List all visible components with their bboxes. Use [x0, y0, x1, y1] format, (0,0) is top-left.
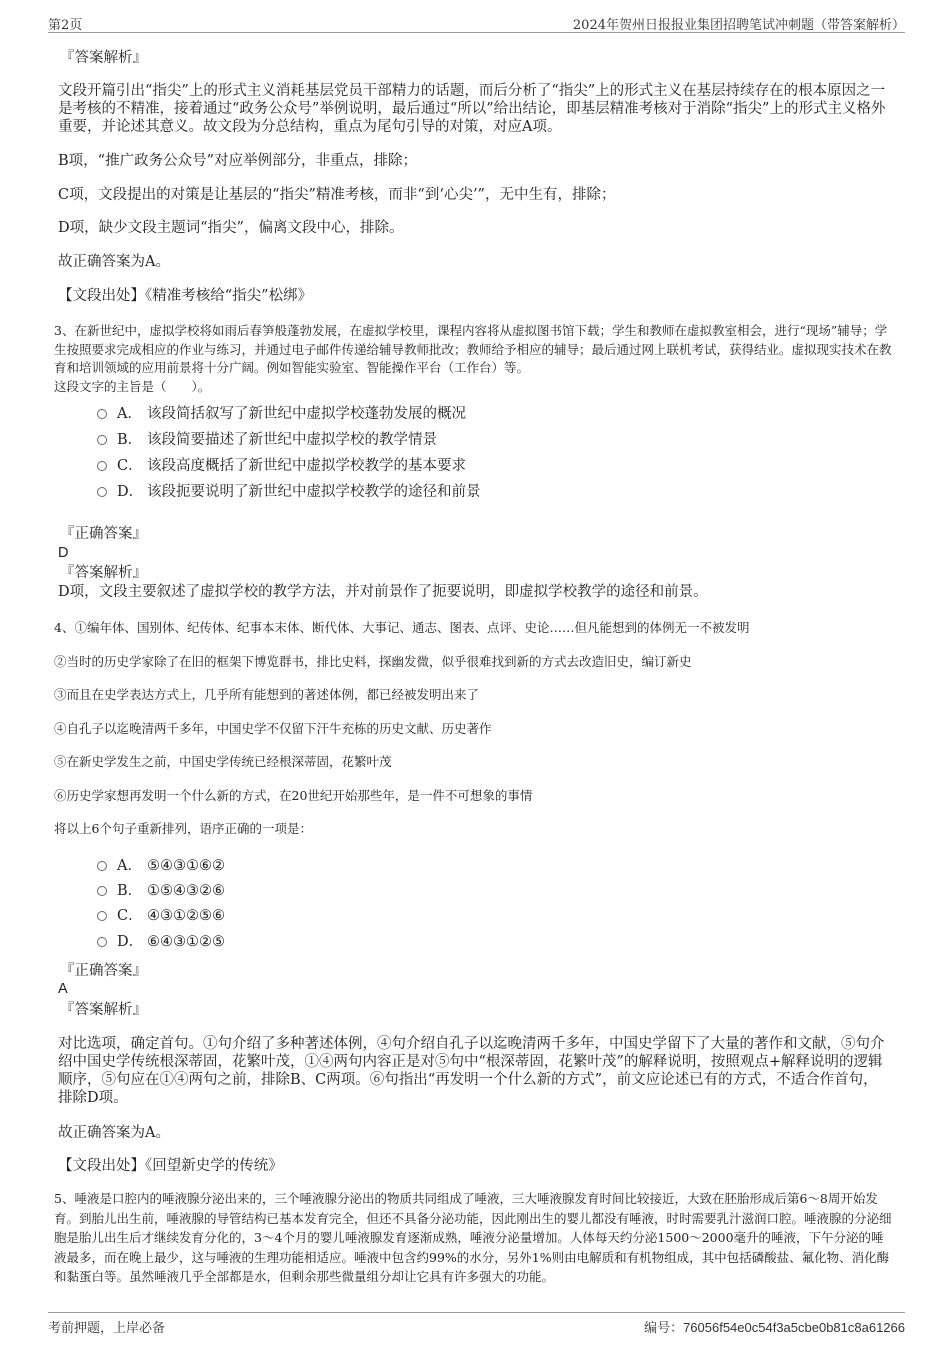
q3-analysis-label: 『答案解析』 [60, 565, 147, 581]
q3-question: 这段文字的主旨是（ ）。 [54, 379, 211, 394]
q4-analysis-text: 对比选项，确定首句。①句介绍了多种著述体例，④句介绍自孔子以迄晚清两千多年，中国史学留下了大量的著作和文献，⑤句介绍中国史学传统根深蒂固，花繁叶茂，①④两句内容正是对⑤句中“根深蒂固，花繁叶茂”的解释说明，按照观点+解释说明的逻辑顺序，⑤句应在①④两句之前，排除B、C两项。⑥句指出“再发明一个什么新的方式”，前文应论述已有的方式，不适合作首句，排除D项。 [58, 1036, 885, 1106]
radio-icon[interactable] [97, 487, 107, 497]
document-id: 编号：76056f54e0c54f3a5cbe0b81c8a61266 [644, 1320, 905, 1335]
document-title: 2024年贺州日报报业集团招聘笔试冲刺题（带答案解析） [572, 18, 905, 33]
q4-sentence-4: ④自孔子以迄晚清两千多年，中国史学不仅留下汗牛充栋的历史文献、历史著作 [54, 721, 492, 736]
q3-option-c[interactable]: C． 该段高度概括了新世纪中虚拟学校教学的基本要求 [97, 457, 466, 475]
q5-stem: 5、唾液是口腔内的唾液腺分泌出来的，三个唾液腺分泌出的物质共同组成了唾液，三大唾液腺发育时间比较接近，大致在胚胎形成后第6～8周开始发育。到胎儿出生前，唾液腺的导管结构已基本发育完全，但还不具备分泌功能，因此刚出生的婴儿都没有唾液，时时需要乳汁滋润口腔。唾液腺的分泌细胞是胎儿出生后才继续发育分化的，3～4个月的婴儿唾液腺发育逐渐成熟，唾液分泌量增加。人体每天约分泌1500～2000毫升的唾液，下午分泌的唾液最多，而在晚上最少，这与唾液的生理功能相适应。唾液中包含约99%的水分，另外1%则由电解质和有机物组成，其中包括磷酸盐、氟化物、消化酶和黏蛋白等。虽然唾液几乎全部都是水，但剩余那些微量组分却让它具有许多强大的功能。 [54, 1191, 892, 1284]
q4-conclusion: 故正确答案为A。 [58, 1125, 170, 1141]
q3-analysis-text: D项，文段主要叙述了虚拟学校的教学方法，并对前景作了扼要说明，即虚拟学校教学的途径和前景。 [58, 584, 708, 600]
q4-answer-label: 『正确答案』 [60, 963, 147, 979]
q3-answer-label: 『正确答案』 [60, 526, 147, 542]
q2-source: 【文段出处】《精准考核给“指尖”松绑》 [58, 288, 313, 304]
page-footer [48, 1312, 905, 1337]
footer-slogan: 考前押题，上岸必备 [48, 1321, 166, 1336]
q2-option-b-analysis: B项，“推广政务公众号”对应举例部分，非重点，排除； [58, 153, 417, 169]
q4-sentence-6: ⑥历史学家想再发明一个什么新的方式，在20世纪开始那些年，是一件不可想象的事情 [54, 788, 533, 803]
radio-icon[interactable] [97, 937, 107, 947]
q4-option-c[interactable]: C． ④③①②⑤⑥ [97, 907, 225, 925]
q4-option-b[interactable]: B． ①⑤④③②⑥ [97, 882, 225, 900]
q2-option-c-analysis: C项，文段提出的对策是让基层的“指尖”精准考核，而非“到‘心尖’”，无中生有，排除； [58, 187, 616, 203]
page-header [48, 12, 905, 33]
q3-option-b[interactable]: B． 该段简要描述了新世纪中虚拟学校的教学情景 [97, 431, 437, 449]
q3-answer: D [58, 545, 69, 561]
q2-analysis-label: 『答案解析』 [60, 50, 147, 66]
q2-option-d-analysis: D项，缺少文段主题词“指尖”，偏离文段中心，排除。 [58, 220, 404, 236]
radio-icon[interactable] [97, 861, 107, 871]
q4-analysis-label: 『答案解析』 [60, 1002, 147, 1018]
q4-sentence-1: 4、①编年体、国别体、纪传体、纪事本末体、断代体、大事记、通志、图表、点评、史论……但凡能想到的体例无一不被发明 [54, 620, 750, 635]
q3-option-a[interactable]: A． 该段简括叙写了新世纪中虚拟学校蓬勃发展的概况 [97, 405, 466, 423]
q4-source: 【文段出处】《回望新史学的传统》 [58, 1158, 283, 1174]
radio-icon[interactable] [97, 886, 107, 896]
radio-icon[interactable] [97, 435, 107, 445]
q4-option-a[interactable]: A． ⑤④③①⑥② [97, 857, 225, 875]
q4-question: 将以上6个句子重新排列，语序正确的一项是： [54, 821, 312, 836]
q2-conclusion: 故正确答案为A。 [58, 254, 170, 270]
q4-option-d[interactable]: D． ⑥④③①②⑤ [97, 933, 225, 951]
q4-sentence-5: ⑤在新史学发生之前，中国史学传统已经根深蒂固，花繁叶茂 [54, 754, 392, 769]
q3-option-d[interactable]: D． 该段扼要说明了新世纪中虚拟学校教学的途径和前景 [97, 483, 481, 501]
q4-sentence-3: ③而且在史学表达方式上，几乎所有能想到的著述体例，都已经被发明出来了 [54, 687, 480, 702]
radio-icon[interactable] [97, 461, 107, 471]
page-number: 第2页 [48, 18, 83, 33]
radio-icon[interactable] [97, 911, 107, 921]
q4-sentence-2: ②当时的历史学家除了在旧的框架下博览群书，排比史料，探幽发微，似乎很难找到新的方式去改造旧史，编订新史 [54, 654, 692, 669]
q2-analysis-text: 文段开篇引出“指尖”上的形式主义消耗基层党员干部精力的话题，而后分析了“指尖”上的形式主义在基层持续存在的根本原因之一是考核的不精准，接着通过“政务公众号”举例说明，最后通过“所以”给出结论，即基层精准考核对于消除“指尖”上的形式主义格外重要，并论述其意义。故文段为分总结构，重点为尾句引导的对策，对应A项。 [58, 83, 886, 135]
q4-answer: A [58, 981, 68, 997]
radio-icon[interactable] [97, 409, 107, 419]
q3-stem: 3、在新世纪中，虚拟学校将如雨后春笋般蓬勃发展，在虚拟学校里，课程内容将从虚拟图书馆下载；学生和教师在虚拟教室相会，进行“现场”辅导；学生按照要求完成相应的作业与练习，并通过电子邮件传递给辅导教师批改；教师给予相应的辅导；最后通过网上联机考试，获得结业。虚拟现实技术在教育和培训领域的应用前景将十分广阔。例如智能实验室、智能操作平台（工作台）等。 [54, 323, 892, 375]
